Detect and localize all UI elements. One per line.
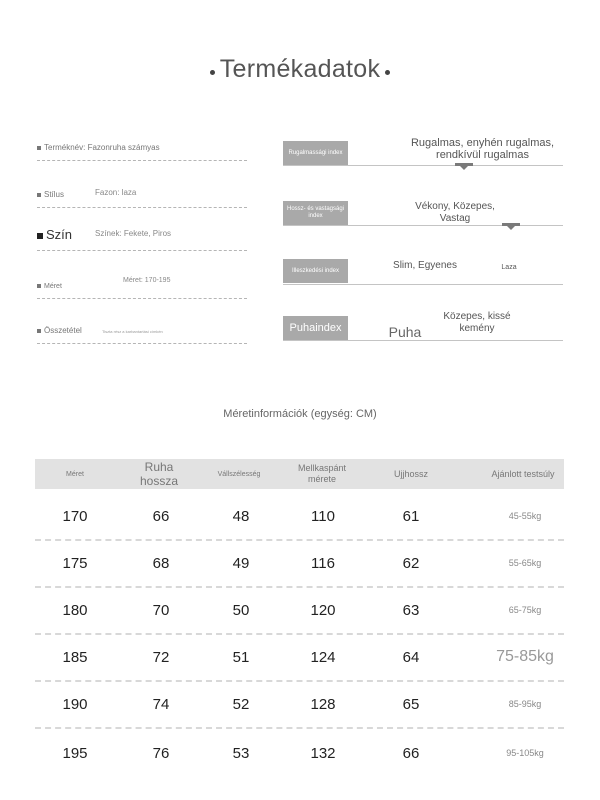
header-shoulder: Vállszélesség: [217, 470, 261, 478]
elasticity-index-label-text: Rugalmassági index: [288, 149, 343, 156]
size-label-text: Méret: [44, 283, 62, 290]
cell-weight: 95-105kg: [506, 748, 544, 758]
header-size: Méret: [66, 470, 84, 478]
cell-length: 68: [152, 554, 170, 572]
cell-shoulder: 48: [232, 507, 250, 525]
cell-length: 66: [152, 507, 170, 525]
style-value: Fazon: laza: [95, 188, 137, 197]
product-name-label: [37, 143, 160, 152]
softness-index-scale: [283, 340, 563, 341]
cell-chest: 132: [310, 744, 336, 762]
table-row: [35, 634, 564, 682]
cell-sleeve: 61: [402, 507, 420, 525]
elasticity-marker-icon: [455, 163, 473, 166]
thickness-index-scale: [283, 225, 563, 226]
color-row: [37, 218, 247, 251]
table-row: [35, 730, 564, 776]
cell-sleeve: 62: [402, 554, 420, 572]
color-label-text: Szín: [46, 227, 73, 242]
cell-sleeve: 66: [402, 744, 420, 762]
softness-marker-text: Puha: [388, 324, 422, 340]
elasticity-index-scale: [283, 165, 563, 166]
cell-weight: 55-65kg: [508, 558, 542, 568]
table-row: [35, 540, 564, 588]
elasticity-index-label: [283, 141, 348, 165]
cell-weight: 85-95kg: [508, 699, 542, 709]
cell-sleeve: 65: [402, 695, 420, 713]
style-row: [37, 175, 247, 208]
title-bullet-left: [210, 70, 215, 75]
cell-chest: 110: [311, 507, 335, 525]
title-bullet-right: [385, 70, 390, 75]
composition-value: Tiszta rész a karbantartási címkén: [102, 329, 163, 334]
cell-chest: 120: [310, 601, 336, 619]
fit-index-scale: [283, 284, 563, 285]
product-name-row: [37, 128, 247, 161]
page-title-block: [0, 55, 600, 84]
softness-index-label-text: Puhaindex: [289, 322, 342, 334]
bullet-icon: [37, 233, 43, 239]
cell-shoulder: 50: [232, 601, 250, 619]
cell-size: 170: [62, 507, 88, 525]
cell-weight: 45-55kg: [508, 511, 542, 521]
composition-label-text: Összetétel: [44, 326, 82, 335]
size-table-header: [35, 459, 564, 489]
softness-index-label: [283, 316, 348, 340]
cell-size: 195: [62, 744, 88, 762]
cell-shoulder: 53: [232, 744, 250, 762]
cell-length: 72: [152, 648, 170, 666]
size-row: [37, 266, 247, 299]
cell-size: 180: [62, 601, 88, 619]
bullet-icon: [37, 329, 41, 333]
cell-weight: 75-85kg: [496, 648, 554, 665]
thickness-index-label: [283, 201, 348, 225]
size-label: [37, 283, 62, 290]
elasticity-index-value: Rugalmas, enyhén rugalmas, rendkívül rugalmas: [410, 137, 555, 161]
cell-chest: 116: [311, 554, 335, 572]
style-label-text: Stílus: [44, 190, 65, 199]
fit-index-extra: Laza: [501, 264, 517, 271]
cell-shoulder: 49: [232, 554, 250, 572]
thickness-index-label-text: Hossz- és vastagsági index: [286, 206, 345, 219]
header-length: Ruha hossza: [139, 460, 179, 488]
color-value: Színek: Fekete, Piros: [95, 229, 172, 238]
thickness-marker-icon: [502, 223, 520, 226]
bullet-icon: [37, 146, 41, 150]
header-chest: Mellkaspánt mérete: [297, 463, 347, 484]
cell-size: 175: [62, 554, 88, 572]
table-row: [35, 681, 564, 729]
cell-shoulder: 51: [232, 648, 250, 666]
cell-chest: 124: [310, 648, 336, 666]
cell-size: 190: [62, 695, 88, 713]
cell-length: 76: [152, 744, 170, 762]
page-title: Termékadatok: [219, 55, 381, 83]
table-row: [35, 493, 564, 541]
header-weight: Ajánlott testsúly: [491, 468, 555, 479]
cell-shoulder: 52: [232, 695, 250, 713]
header-sleeve: Ujjhossz: [393, 469, 428, 479]
thickness-index-value: Vékony, Közepes, Vastag: [415, 201, 495, 224]
fit-index-value: Slim, Egyenes: [393, 260, 457, 271]
size-table-title: Méretinformációk (egység: CM): [223, 408, 377, 420]
composition-label: [37, 326, 82, 335]
cell-length: 70: [152, 601, 170, 619]
cell-sleeve: 63: [402, 601, 420, 619]
fit-index-label-text: Illeszkedési index: [291, 267, 340, 274]
bullet-icon: [37, 193, 41, 197]
fit-index-label: [283, 259, 348, 283]
composition-row: [37, 311, 247, 344]
bullet-icon: [37, 284, 41, 288]
cell-weight: 65-75kg: [508, 605, 542, 615]
cell-size: 185: [62, 648, 88, 666]
cell-sleeve: 64: [402, 648, 420, 666]
table-row: [35, 587, 564, 635]
cell-length: 74: [152, 695, 170, 713]
color-label: [37, 227, 72, 242]
product-name-text: Terméknév: Fazonruha számyas: [44, 143, 160, 152]
cell-chest: 128: [310, 695, 336, 713]
softness-index-value: Közepes, kissé kemény: [443, 311, 511, 334]
size-value: Méret: 170-195: [123, 277, 171, 284]
style-label: [37, 190, 64, 199]
